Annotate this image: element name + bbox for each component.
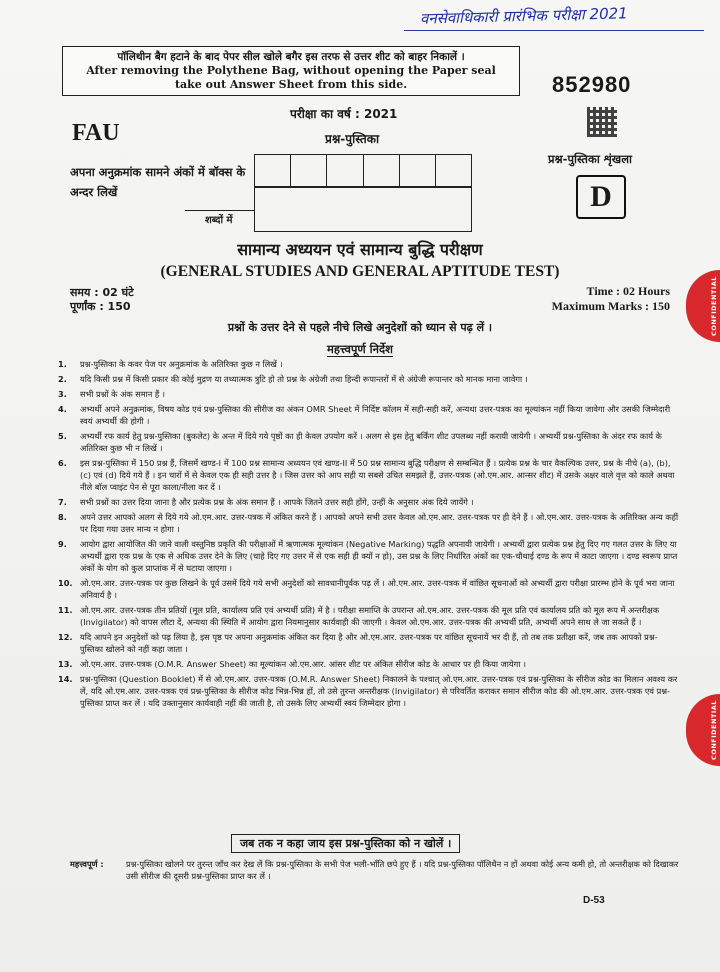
instruction-item [58,373,680,385]
digit-box[interactable] [327,155,363,187]
instruction-item [58,658,680,670]
important-text: प्रश्न-पुस्तिका खोलने पर तुरन्त जाँच कर देख लें कि प्रश्न-पुस्तिका के सभी पेज भली-भाँति छपे हुए हैं । यदि प्रश्न-पुस्तिका पॉलिथैन न हों अथवा कोई अन्य कमी हो, तो अन्तरीक्षक को दिखाकर उसी सीरीज की दूसरी प्रश्न-पुस्तिका प्राप्त कर लें । [126,859,679,881]
instruction-number: 7. [58,497,67,507]
confidential-stamp [686,694,720,766]
instruction-item [58,430,680,454]
instruction-item [58,604,680,628]
stamp-text: CONFIDENTIAL [709,700,718,760]
instructions-list [58,358,680,712]
instruction-item [58,577,680,601]
instruction-number: 3. [58,389,67,399]
time-english: Time : 02 Hours [586,284,670,298]
instruction-text: अपने उत्तर आपको अलग से दिये गये ओ.एम.आर. उत्तर-पत्रक में अंकित करने हैं । आपको अपने सभी उत्तर केवल ओ.एम.आर. उत्तर-पत्रक पर ही देने हैं । ओ.एम.आर. उत्तर-पत्रक के अतिरिक्त अन्य कहीं पर दिया गया उत्तर मान्य न होगा । [80,512,679,534]
marks-english: Maximum Marks : 150 [551,299,670,313]
digit-box[interactable] [364,155,400,187]
serial-number: 852980 [552,72,632,97]
instruction-item [58,388,680,400]
instruction-number: 4. [58,404,67,414]
instruction-text: अभ्यर्थी रफ कार्य हेतु प्रश्न-पुस्तिका (बुकलेट) के अन्त में दिये गये पृष्ठों का ही केवल उपयोग करें । अलग से इस हेतु बर्किंग शीट उपलब्ध नहीं करायी जायेगी । अभ्यर्थी प्रश्न-पुस्तिका के अंदर रफ कार्य के अतिरिक्त कुछ भी न लिखें । [80,431,662,453]
instruction-text: सभी प्रश्नों के अंक समान हैं । [80,389,165,399]
roll-number-words-box[interactable] [254,186,472,232]
roll-number-digit-boxes[interactable] [254,154,472,188]
instruction-text: प्रश्न-पुस्तिका के कवर पेज पर अनुक्रमांक के अतिरिक्त कुछ न लिखें । [80,359,283,369]
title-english: (GENERAL STUDIES AND GENERAL APTITUDE TEST) [160,263,560,280]
instruction-text: ओ.एम.आर. उत्तर-पत्रक तीन प्रतियों (मूल प्रति, कार्यालय प्रति एवं अभ्यर्थी प्रति) में है । परीक्षा समाप्ति के उपरान्त ओ.एम.आर. उत्तर-पत्रक की मूल प्रति एवं कार्यालय प्रति को मूल रूप में अन्तरीक्षक (Invigilator) को वापस लौटा दें, अन्यथा की स्थिति में आयोग द्वारा नियमानुसार कार्यवाही की जाएगी । केवल ओ.एम.आर. उत्तर-पत्रक की अभ्यर्थी प्रति, अभ्यर्थी अपने साथ ले जा सकते हैं । [80,605,660,627]
exam-year: परीक्षा का वर्ष : 2021 [290,107,398,121]
instruction-text: सभी प्रश्नों का उत्तर दिया जाना है और प्रत्येक प्रश्न के अंक समान हैं । आपके जितने उत्तर सही होंगे, उन्हीं के अनुसार अंक दिये जायेंगे । [80,497,474,507]
instruction-item [58,631,680,655]
meta-english [552,284,670,314]
instruction-text: अभ्यर्थी अपने अनुक्रमांक, विषय कोड एवं प्रश्न-पुस्तिका की सीरीज का अंकन OMR Sheet में निर्दिष्ट कॉलम में सही-सही करें, अन्यथा उत्तर-पत्रक का मूल्यांकन नहीं किया जावेगा और उसकी जिम्मेदारी स्वयं अभ्यर्थी की होगी । [80,404,671,426]
digit-box[interactable] [255,155,291,187]
instruction-number: 13. [58,659,73,669]
digit-box[interactable] [400,155,436,187]
instruction-number: 14. [58,674,73,684]
important-label: महत्त्वपूर्ण : [70,859,104,869]
instruction-number: 11. [58,605,73,615]
handwritten-note: वनसेवाधिकारी प्रारंभिक परीक्षा 2021 [419,4,628,28]
marks-hindi: पूर्णांक : 150 [70,300,131,313]
series-label: प्रश्न-पुस्तिका शृंखला [548,152,632,166]
page-code: D-53 [583,895,605,906]
instruction-item [58,358,680,370]
seal-notice [62,46,520,96]
digit-box[interactable] [436,155,471,187]
arrow-line [185,210,255,211]
instructions-intro: प्रश्नों के उत्तर देने से पहले नीचे लिखे अनुदेशों को ध्यान से पढ़ लें । [227,321,493,334]
instruction-item [58,538,680,574]
instruction-number: 12. [58,632,73,642]
instruction-item [58,496,680,508]
words-label: शब्दों में [205,215,233,226]
paper-code: FAU [72,120,120,146]
instruction-number: 10. [58,578,73,588]
instruction-text: ओ.एम.आर. उत्तर-पत्रक पर कुछ लिखने के पूर्व उसमें दिये गये सभी अनुदेशों को सावधानीपूर्वक पढ़ लें । ओ.एम.आर. उत्तर-पत्रक में वांछित सूचनाओं को अभ्यर्थी द्वारा परीक्षा प्रारम्भ होने के पूर्व भरा जाना अनिवार्य है । [80,578,675,600]
instructions-heading: महत्त्वपूर्ण निर्देश [327,342,393,356]
seal-notice-english-1: After removing the Polythene Bag, without opening the Paper seal [86,64,496,77]
do-not-open-notice: जब तक न कहा जाय इस प्रश्न-पुस्तिका को न खोलें । [231,834,460,853]
roll-number-label: अपना अनुक्रमांक सामने अंकों में बॉक्स के अन्दर लिखें [70,165,246,199]
stamp-text: CONFIDENTIAL [709,276,718,336]
seal-notice-hindi: पॉलिथीन बैग हटाने के बाद पेपर सील खोले बगैर इस तरफ से उत्तर शीट को बाहर निकालें । [117,51,465,63]
important-note [70,858,680,882]
instruction-number: 5. [58,431,67,441]
instruction-text: यदि किसी प्रश्न में किसी प्रकार की कोई मुद्रण या तथ्यात्मक त्रुटि हो तो प्रश्न के अंग्रेजी तथा हिन्दी रूपान्तरों में से अंग्रेजी रूपान्तर को मानक माना जावेगा । [80,374,528,384]
seal-notice-english-2: take out Answer Sheet from this side. [174,78,408,91]
instruction-number: 6. [58,458,67,468]
time-hindi: समय : 02 घंटे [70,286,134,299]
instruction-number: 9. [58,539,67,549]
digit-box[interactable] [291,155,327,187]
qr-code-icon [587,107,617,137]
series-box: D [576,175,626,219]
instruction-text: यदि आपने इन अनुदेशों को पढ़ लिया है, इस पृष्ठ पर अपना अनुक्रमांक अंकित कर दिया है और ओ.एम.आर. उत्तर-पत्रक पर वांछित सूचनायें भर दी हैं, तो तब तक प्रतीक्षा करें, जब तक आपको प्रश्न-पुस्तिका खोलने को नहीं कहा जाता । [80,632,658,654]
instruction-text: आयोग द्वारा आयोजित की जाने वाली वस्तुनिष्ठ प्रकृति की परीक्षाओं में ऋणात्मक मूल्यांकन (Negative Marking) पद्धति अपनायी जायेगी । अभ्यर्थी द्वारा प्रत्येक प्रश्न हेतु दिए गए गलत उत्तर के लिए या अभ्यर्थी द्वारा एक प्रश्न के एक से अधिक उत्तर देने के लिए (चाहे दिए गए उत्तर में से एक सही ही क्यों न हो), उस प्रश्न के लिए निर्धारित अंकों का एक-चौथाई दण्ड के रूप में काटा जाएगा । दण्ड स्वरूप प्राप्त अंकों के योग को कुल प्राप्तांक में से घटाया जाएगा । [80,539,678,573]
handwritten-underline [404,30,704,31]
instruction-number: 1. [58,359,67,369]
instruction-item [58,457,680,493]
instruction-item [58,673,680,709]
instruction-text: इस प्रश्न-पुस्तिका में 150 प्रश्न हैं, जिसमें खण्ड-I में 100 प्रश्न सामान्य अध्ययन एवं खण्ड-II में 50 प्रश्न सामान्य बुद्धि परीक्षण से सम्बन्धित हैं । प्रत्येक प्रश्न के चार वैकल्पिक उत्तर, प्रश्न के नीचे (a), (b), (c) एवं (d) दिये गये हैं । इन चारों में से केवल एक ही सही उत्तर है । जिस उत्तर को आप सही या सबसे उचित समझते हैं, उत्तर-पत्रक (ओ.एम.आर. आन्सर शीट) में उसके अक्षर वाले वृत्त को काले अथवा नीले बॉल प्वाइंट पेन से पूरा काला/नीला कर दें । [80,458,675,492]
instruction-text: ओ.एम.आर. उत्तर-पत्रक (O.M.R. Answer Sheet) का मूल्यांकन ओ.एम.आर. आंसर शीट पर अंकित सीरीज कोड के आधार पर ही किया जायेगा । [80,659,527,669]
meta-hindi [70,286,134,314]
instruction-item [58,511,680,535]
instruction-item [58,403,680,427]
instruction-number: 8. [58,512,67,522]
booklet-label: प्रश्न-पुस्तिका [325,132,380,146]
instruction-text: प्रश्न-पुस्तिका (Question Booklet) में से ओ.एम.आर. उत्तर-पत्रक (O.M.R. Answer Sheet) निकालने के पश्चात् ओ.एम.आर. उत्तर-पत्रक एवं प्रश्न-पुस्तिका के सीरीज कोड का मिलान अवश्य कर लें, यदि ओ.एम.आर. उत्तर-पत्रक एवं प्रश्न-पुस्तिका के सीरीज कोड भिन्न-भिन्न हों, तो उसे तुरन्त अन्तरीक्षक (Invigilator) से परिवर्तित कराकर समान सीरीज कोड की ओ.एम.आर. उत्तर-पत्रक एवं प्रश्न-पुस्तिका प्राप्त कर लें । यदि उक्तानुसार कार्यवाही नहीं की जाती है, तो उसके लिए अभ्यर्थी स्वयं जिम्मेदार होगा । [80,674,678,708]
title-hindi: सामान्य अध्ययन एवं सामान्य बुद्धि परीक्षण [237,240,483,259]
instructions-heading-wrap [0,338,720,357]
instruction-number: 2. [58,374,67,384]
